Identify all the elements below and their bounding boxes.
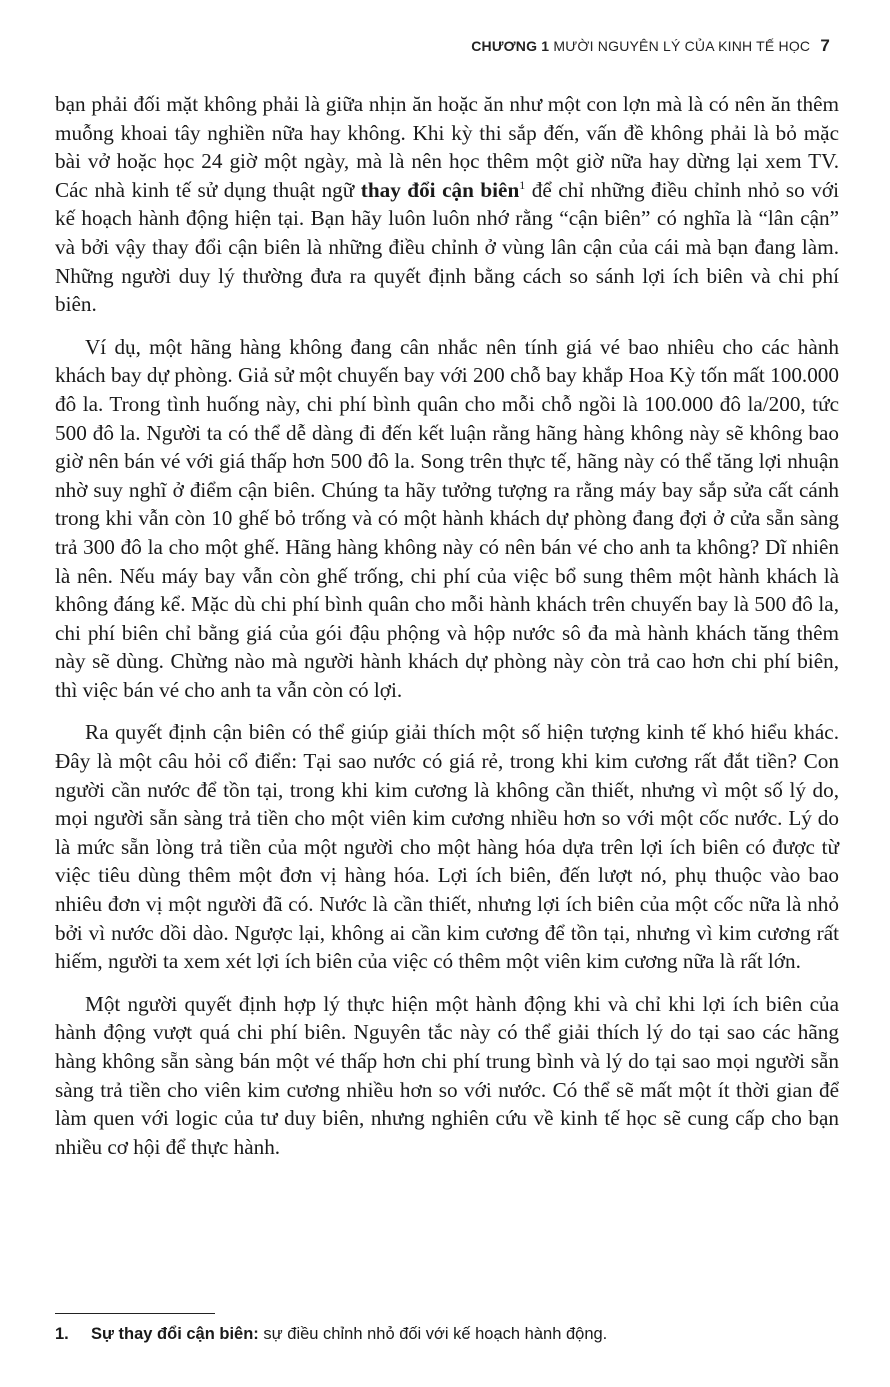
body-text (55, 90, 839, 1175)
running-header (471, 36, 830, 56)
paragraph-1-text-a: bạn phải đối mặt không phải là giữa nhịn ăn hoặc ăn như một con lợn mà là có nên ăn thêm muỗng khoai tây nghiền nữa hay không. Khi kỳ thi sắp đến, vấn đề không phải là bỏ mặc bài vở hoặc học 24 giờ một ngày, mà là nên học thêm một giờ nữa hay dừng lại xem TV. Các nhà kinh tế sử dụng thuật ngữ (55, 92, 839, 202)
footnote-term: Sự thay đổi cận biên: (91, 1325, 259, 1343)
footnote-divider (55, 1313, 215, 1314)
footnote-ref[interactable]: 1 (519, 177, 526, 192)
paragraph-3: Ra quyết định cận biên có thể giúp giải thích một số hiện tượng kinh tế khó hiểu khác. Đây là một câu hỏi cổ điển: Tại sao nước có giá rẻ, trong khi kim cương rất đắt tiền? Con người cần nước để tồn tại, trong khi kim cương là không cần thiết, nhưng vì một số lý do, mọi người sẵn sàng trả tiền cho một viên kim cương nhiều hơn so với một cốc nước. Lý do là mức sẵn lòng trả tiền của một người cho một hàng hóa dựa trên lợi ích biên có được từ việc tiêu dùng thêm một đơn vị hàng hóa. Lợi ích biên, đến lượt nó, phụ thuộc vào bao nhiêu đơn vị một người đã có. Nước là cần thiết, nhưng lợi ích biên của một cốc nữa là nhỏ bởi vì nước dồi dào. Ngược lại, không ai cần kim cương để tồn tại, nhưng vì kim cương rất hiếm, người ta xem xét lợi ích biên của việc có thêm một viên kim cương nữa là rất lớn. (55, 720, 839, 974)
chapter-label: CHƯƠNG 1 (471, 38, 550, 54)
footnote-number: 1. (55, 1325, 69, 1343)
paragraph-1 (55, 90, 839, 319)
paragraph-1-text-b: để chỉ những điều chỉnh nhỏ so với kế hoạch hành động hiện tại. Bạn hãy luôn luôn nhớ rằng “cận biên” có nghĩa là “lân cận” và bởi vậy thay đổi cận biên là những điều chỉnh ở vùng lân cận của cái mà bạn đang làm. Những người duy lý thường đưa ra quyết định bằng cách so sánh lợi ích biên và chi phí biên. (55, 177, 839, 317)
footnote (55, 1323, 845, 1345)
paragraph-4: Một người quyết định hợp lý thực hiện một hành động khi và chỉ khi lợi ích biên của hành động vượt quá chi phí biên. Nguyên tắc này có thể giải thích lý do tại sao các hãng hàng không sẵn sàng bán một vé thấp hơn chi phí trung bình và lý do tại sao mọi người sẵn sàng trả tiền cho viên kim cương nhiều hơn so với nước. Có thể sẽ mất một ít thời gian để làm quen với logic của tư duy biên, nhưng nghiên cứu về kinh tế học sẽ cung cấp cho bạn nhiều cơ hội để thực hành. (55, 991, 839, 1159)
paragraph-2: Ví dụ, một hãng hàng không đang cân nhắc nên tính giá vé bao nhiêu cho các hành khách bay dự phòng. Giả sử một chuyến bay với 200 chỗ bay khắp Hoa Kỳ tốn mất 100.000 đô la. Trong tình huống này, chi phí bình quân cho mỗi chỗ ngồi là 100.000 đô la/200, tức 500 đô la. Người ta có thể dễ dàng đi đến kết luận rằng hãng hàng không này sẽ không bao giờ nên bán vé với giá thấp hơn 500 đô la. Song trên thực tế, hãng này có thể tăng lợi nhuận nhờ suy nghĩ ở điểm cận biên. Chúng ta hãy tưởng tượng ra rằng máy bay sắp sửa cất cánh trong khi vẫn còn 10 ghế bỏ trống và có một hành khách dự phòng đang đợi ở cửa sẵn sàng trả 300 đô la cho một ghế. Hãng hàng không này có nên bán vé cho anh ta không? Dĩ nhiên là nên. Nếu máy bay vẫn còn ghế trống, chi phí của việc bổ sung thêm một hành khách là không đáng kể. Mặc dù chi phí bình quân cho mỗi hành khách trên chuyến bay là 500 đô la, chi phí biên chỉ bằng giá của gói đậu phộng và hộp nước sô đa mà hành khách tăng thêm này sẽ dùng. Chừng nào mà người hành khách dự phòng này còn trả cao hơn chi phí biên, thì việc bán vé cho anh ta vẫn còn có lợi. (55, 334, 839, 702)
footnote-definition: sự điều chỉnh nhỏ đối với kế hoạch hành động. (258, 1325, 608, 1343)
term-marginal-change: thay đổi cận biên (360, 177, 520, 202)
chapter-title: MƯỜI NGUYÊN LÝ CỦA KINH TẾ HỌC (553, 38, 811, 54)
page-number: 7 (820, 36, 830, 55)
